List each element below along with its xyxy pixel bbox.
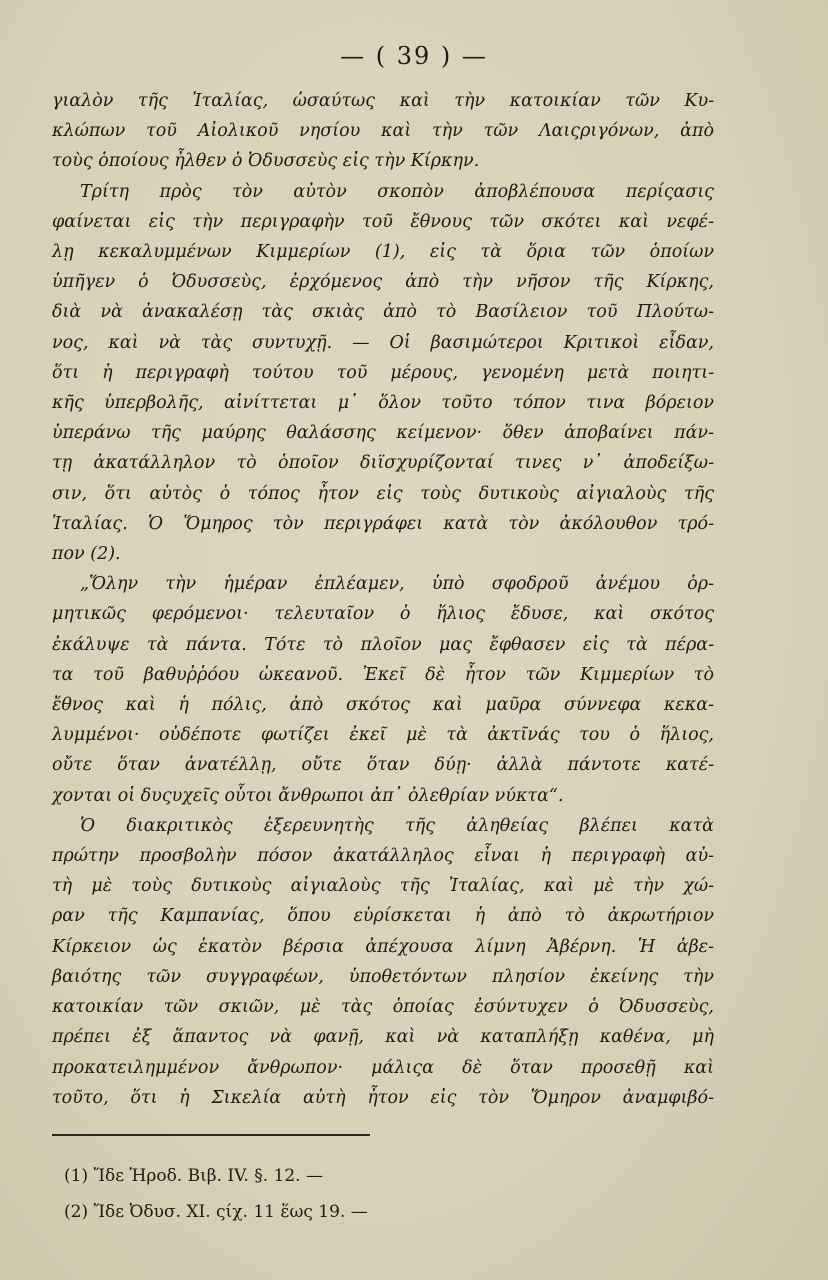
text-line: οὔτε ὅταν ἀνατέλλῃ, οὔτε ὅταν δύῃ· ἀλλὰ πάντοτε κατέ-: [52, 755, 714, 776]
footnotes: [64, 1158, 664, 1230]
text-line: τα τοῦ βαθυῤῥόου ὠκεανοῦ. Ἐκεῖ δὲ ἦτον τῶν Κιμμερίων τὸ: [52, 664, 714, 685]
text-line: τὴ μὲ τοὺς δυτικοὺς αἰγιαλοὺς τῆς Ἰταλίας, καὶ μὲ τὴν χώ-: [52, 876, 714, 897]
text-line: βαιότης τῶν συγγραφέων, ὑποθετόντων πλησίον ἐκείνης τὴν: [52, 966, 714, 987]
footnote-1: (1) Ἴδε Ἡροδ. Βιβ. IV. §. 12. —: [64, 1166, 323, 1186]
text-line: Κίρκειον ὡς ἑκατὸν βέρσια ἀπέχουσα λίμνη Ἀβέρνη. Ἡ ἀβε-: [52, 936, 714, 957]
text-line: λυμμένοι· οὐδέποτε φωτίζει ἐκεῖ μὲ τὰ ἀκτῖνάς του ὁ ἥλιος,: [52, 725, 714, 746]
text-line: ὑπῆγεν ὁ Ὀδυσσεὺς, ἐρχόμενος ἀπὸ τὴν νῆσον τῆς Κίρκης,: [52, 272, 714, 293]
text-line: κῆς ὑπερβολῆς, αἰνίττεται μ᾽ ὅλον τοῦτο τόπον τινα βόρειον: [52, 393, 714, 414]
text-line: τῃ ἀκατάλληλον τὸ ὁποῖον διϊσχυρίζονταί τινες ν᾽ ἀποδείξω-: [52, 453, 714, 474]
text-line: Ἰταλίας. Ὁ Ὅμηρος τὸν περιγράφει κατὰ τὸν ἀκόλουθον τρό-: [52, 513, 714, 534]
text-line: κλώπων τοῦ Αἰολικοῦ νησίου καὶ τὴν τῶν Λαιςριγόνων, ἀπὸ: [52, 121, 714, 142]
text-line: σιν, ὅτι αὐτὸς ὁ τόπος ἦτον εἰς τοὺς δυτικοὺς αἰγιαλοὺς τῆς: [52, 483, 714, 504]
text-line: ἔθνος καὶ ἡ πόλις, ἀπὸ σκότος καὶ μαῦρα σύννεφα κεκα-: [52, 695, 714, 716]
page-number: — ( 39 ) —: [340, 42, 488, 70]
text-line: τοῦτο, ὅτι ἡ Σικελία αὐτὴ ἦτον εἰς τὸν Ὅμηρον ἀναμφιβό-: [52, 1087, 714, 1108]
text-line: πρέπει ἐξ ἅπαντος νὰ φανῇ, καὶ νὰ καταπλήξῃ καθένα, μὴ: [52, 1027, 714, 1048]
text-line: διὰ νὰ ἀνακαλέσῃ τὰς σκιὰς ἀπὸ τὸ Βασίλειον τοῦ Πλούτω-: [52, 302, 714, 323]
text-line: Ὁ διακριτικὸς ἐξερευνητὴς τῆς ἀληθείας βλέπει κατὰ: [80, 815, 714, 836]
text-line: μητικῶς φερόμενοι· τελευταῖον ὁ ἥλιος ἔδυσε, καὶ σκότος: [52, 604, 714, 625]
text-line: τοὺς ὁποίους ἦλθεν ὁ Ὀδυσσεὺς εἰς τὴν Κίρκην.: [52, 151, 480, 172]
text-line: πρώτην προσβολὴν πόσον ἀκατάλληλος εἶναι ἡ περιγραφὴ αὐ-: [52, 846, 714, 867]
text-line: γιαλὸν τῆς Ἰταλίας, ὡσαύτως καὶ τὴν κατοικίαν τῶν Κυ-: [52, 91, 714, 111]
text-line: ὑπεράνω τῆς μαύρης θαλάσσης κείμενον· ὅθεν ἀποβαίνει πάν-: [52, 423, 714, 444]
text-line: κατοικίαν τῶν σκιῶν, μὲ τὰς ὁποίας ἐσύντυχεν ὁ Ὀδυσσεὺς,: [52, 997, 714, 1018]
text-line: λῃ κεκαλυμμένων Κιμμερίων (1), εἰς τὰ ὅρια τῶν ὁποίων: [52, 242, 714, 263]
text-line: „Ὅλην τὴν ἡμέραν ἐπλέαμεν, ὑπὸ σφοδροῦ ἀνέμου ὁρ-: [80, 574, 714, 595]
text-line: πον (2).: [52, 544, 121, 565]
footnote-2: (2) Ἴδε Ὀδυσ. XI. ςίχ. 11 ἕως 19. —: [64, 1202, 368, 1222]
footnote-divider: [52, 1134, 370, 1136]
text-line: προκατειλημμένον ἄνθρωπον· μάλιςα δὲ ὅταν προσεθῇ καὶ: [52, 1057, 714, 1078]
text-line: ραν τῆς Καμπανίας, ὅπου εὑρίσκεται ἡ ἀπὸ τὸ ἀκρωτήριον: [52, 906, 714, 927]
text-line: ὅτι ἡ περιγραφὴ τούτου τοῦ μέρους, γενομένη μετὰ ποιητι-: [52, 362, 714, 383]
text-line: ἐκάλυψε τὰ πάντα. Τότε τὸ πλοῖον μας ἔφθασεν εἰς τὰ πέρα-: [52, 634, 714, 655]
text-line: νος, καὶ νὰ τὰς συντυχῇ. — Οἱ βασιμώτεροι Κριτικοὶ εἶδαν,: [52, 332, 714, 353]
text-line: χονται οἱ δυςυχεῖς οὗτοι ἄνθρωποι ἀπ᾽ ὀλεθρίαν νύκτα“.: [52, 785, 564, 806]
text-line: Τρίτη πρὸς τὸν αὐτὸν σκοπὸν ἀποβλέπουσα περίςασις: [80, 181, 714, 202]
body-text: [52, 86, 714, 1113]
text-line: φαίνεται εἰς τὴν περιγραφὴν τοῦ ἔθνους τῶν σκότει καὶ νεφέ-: [52, 211, 714, 232]
